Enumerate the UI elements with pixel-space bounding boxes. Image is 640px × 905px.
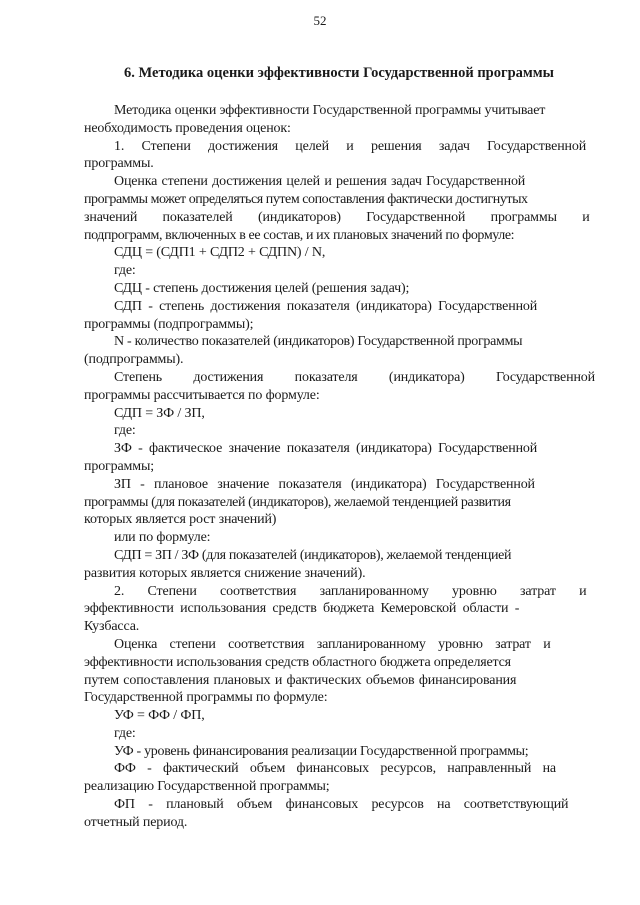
text-line: путем сопоставления плановых и фактических объемов финансирования xyxy=(84,672,517,688)
text-line: 1. Степени достижения целей и решения задач Государственной xyxy=(114,138,587,154)
text-line: развития которых является снижение значений). xyxy=(84,565,366,581)
text-line: программы рассчитывается по формуле: xyxy=(84,387,320,403)
text-line: или по формуле: xyxy=(114,530,211,546)
text-line: реализацию Государственной программы; xyxy=(84,779,330,795)
text-line: значений показателей (индикаторов) Государственной программы и xyxy=(84,209,590,225)
text-line: (подпрограммы). xyxy=(84,352,184,368)
text-line: N - количество показателей (индикаторов) Государственной программы xyxy=(114,334,523,350)
text-line: СДЦ - степень достижения целей (решения задач); xyxy=(114,280,410,296)
section-heading: 6. Методика оценки эффективности Государственной программы xyxy=(124,65,554,81)
text-line: где: xyxy=(114,423,136,439)
text-line: отчетный период. xyxy=(84,814,188,830)
text-line: которых является рост значений) xyxy=(84,512,277,528)
text-line: УФ = ФФ / ФП, xyxy=(114,708,205,724)
text-line: СДЦ = (СДП1 + СДП2 + СДПN) / N, xyxy=(114,245,326,261)
text-line: подпрограмм, включенных в ее состав, и их плановых значений по формуле: xyxy=(84,227,515,243)
text-line: ФФ - фактический объем финансовых ресурсов, направленный на xyxy=(114,761,556,777)
text-line: СДП = ЗФ / ЗП, xyxy=(114,405,205,421)
text-line: Оценка степени достижения целей и решения задач Государственной xyxy=(114,174,526,190)
text-line: необходимость проведения оценок: xyxy=(84,120,291,136)
text-line: эффективности использования средств бюджета Кемеровской области - xyxy=(84,601,520,617)
text-line: где: xyxy=(114,263,136,279)
text-line: 2. Степени соответствия запланированному уровню затрат и xyxy=(114,583,587,599)
text-line: Степень достижения показателя (индикатора) Государственной xyxy=(114,369,595,385)
text-line: программы (для показателей (индикаторов), желаемой тенденцией развития xyxy=(84,494,511,510)
text-line: эффективности использования средств областного бюджета определяется xyxy=(84,654,511,670)
text-line: ЗФ - фактическое значение показателя (индикатора) Государственной xyxy=(114,441,538,457)
text-line: ЗП - плановое значение показателя (индикатора) Государственной xyxy=(114,476,535,492)
text-line: СДП - степень достижения показателя (индикатора) Государственной xyxy=(114,298,538,314)
text-line: Оценка степени соответствия запланированному уровню затрат и xyxy=(114,636,551,652)
text-line: программы; xyxy=(84,458,154,474)
text-line: Кузбасса. xyxy=(84,619,140,635)
text-line: программы может определяться путем сопоставления фактически достигнутых xyxy=(84,191,528,207)
text-line: Государственной программы по формуле: xyxy=(84,690,328,706)
page-number: 52 xyxy=(313,13,327,28)
text-line: программы. xyxy=(84,156,154,172)
text-line: ФП - плановый объем финансовых ресурсов на соответствующий xyxy=(114,797,569,813)
document-body xyxy=(84,102,596,832)
text-line: программы (подпрограммы); xyxy=(84,316,254,332)
text-line: Методика оценки эффективности Государственной программы учитывает xyxy=(114,103,546,118)
text-line: УФ - уровень финансирования реализации Государственной программы; xyxy=(114,743,529,759)
text-line: СДП = ЗП / ЗФ (для показателей (индикаторов), желаемой тенденцией xyxy=(114,547,512,563)
text-line: где: xyxy=(114,725,136,741)
